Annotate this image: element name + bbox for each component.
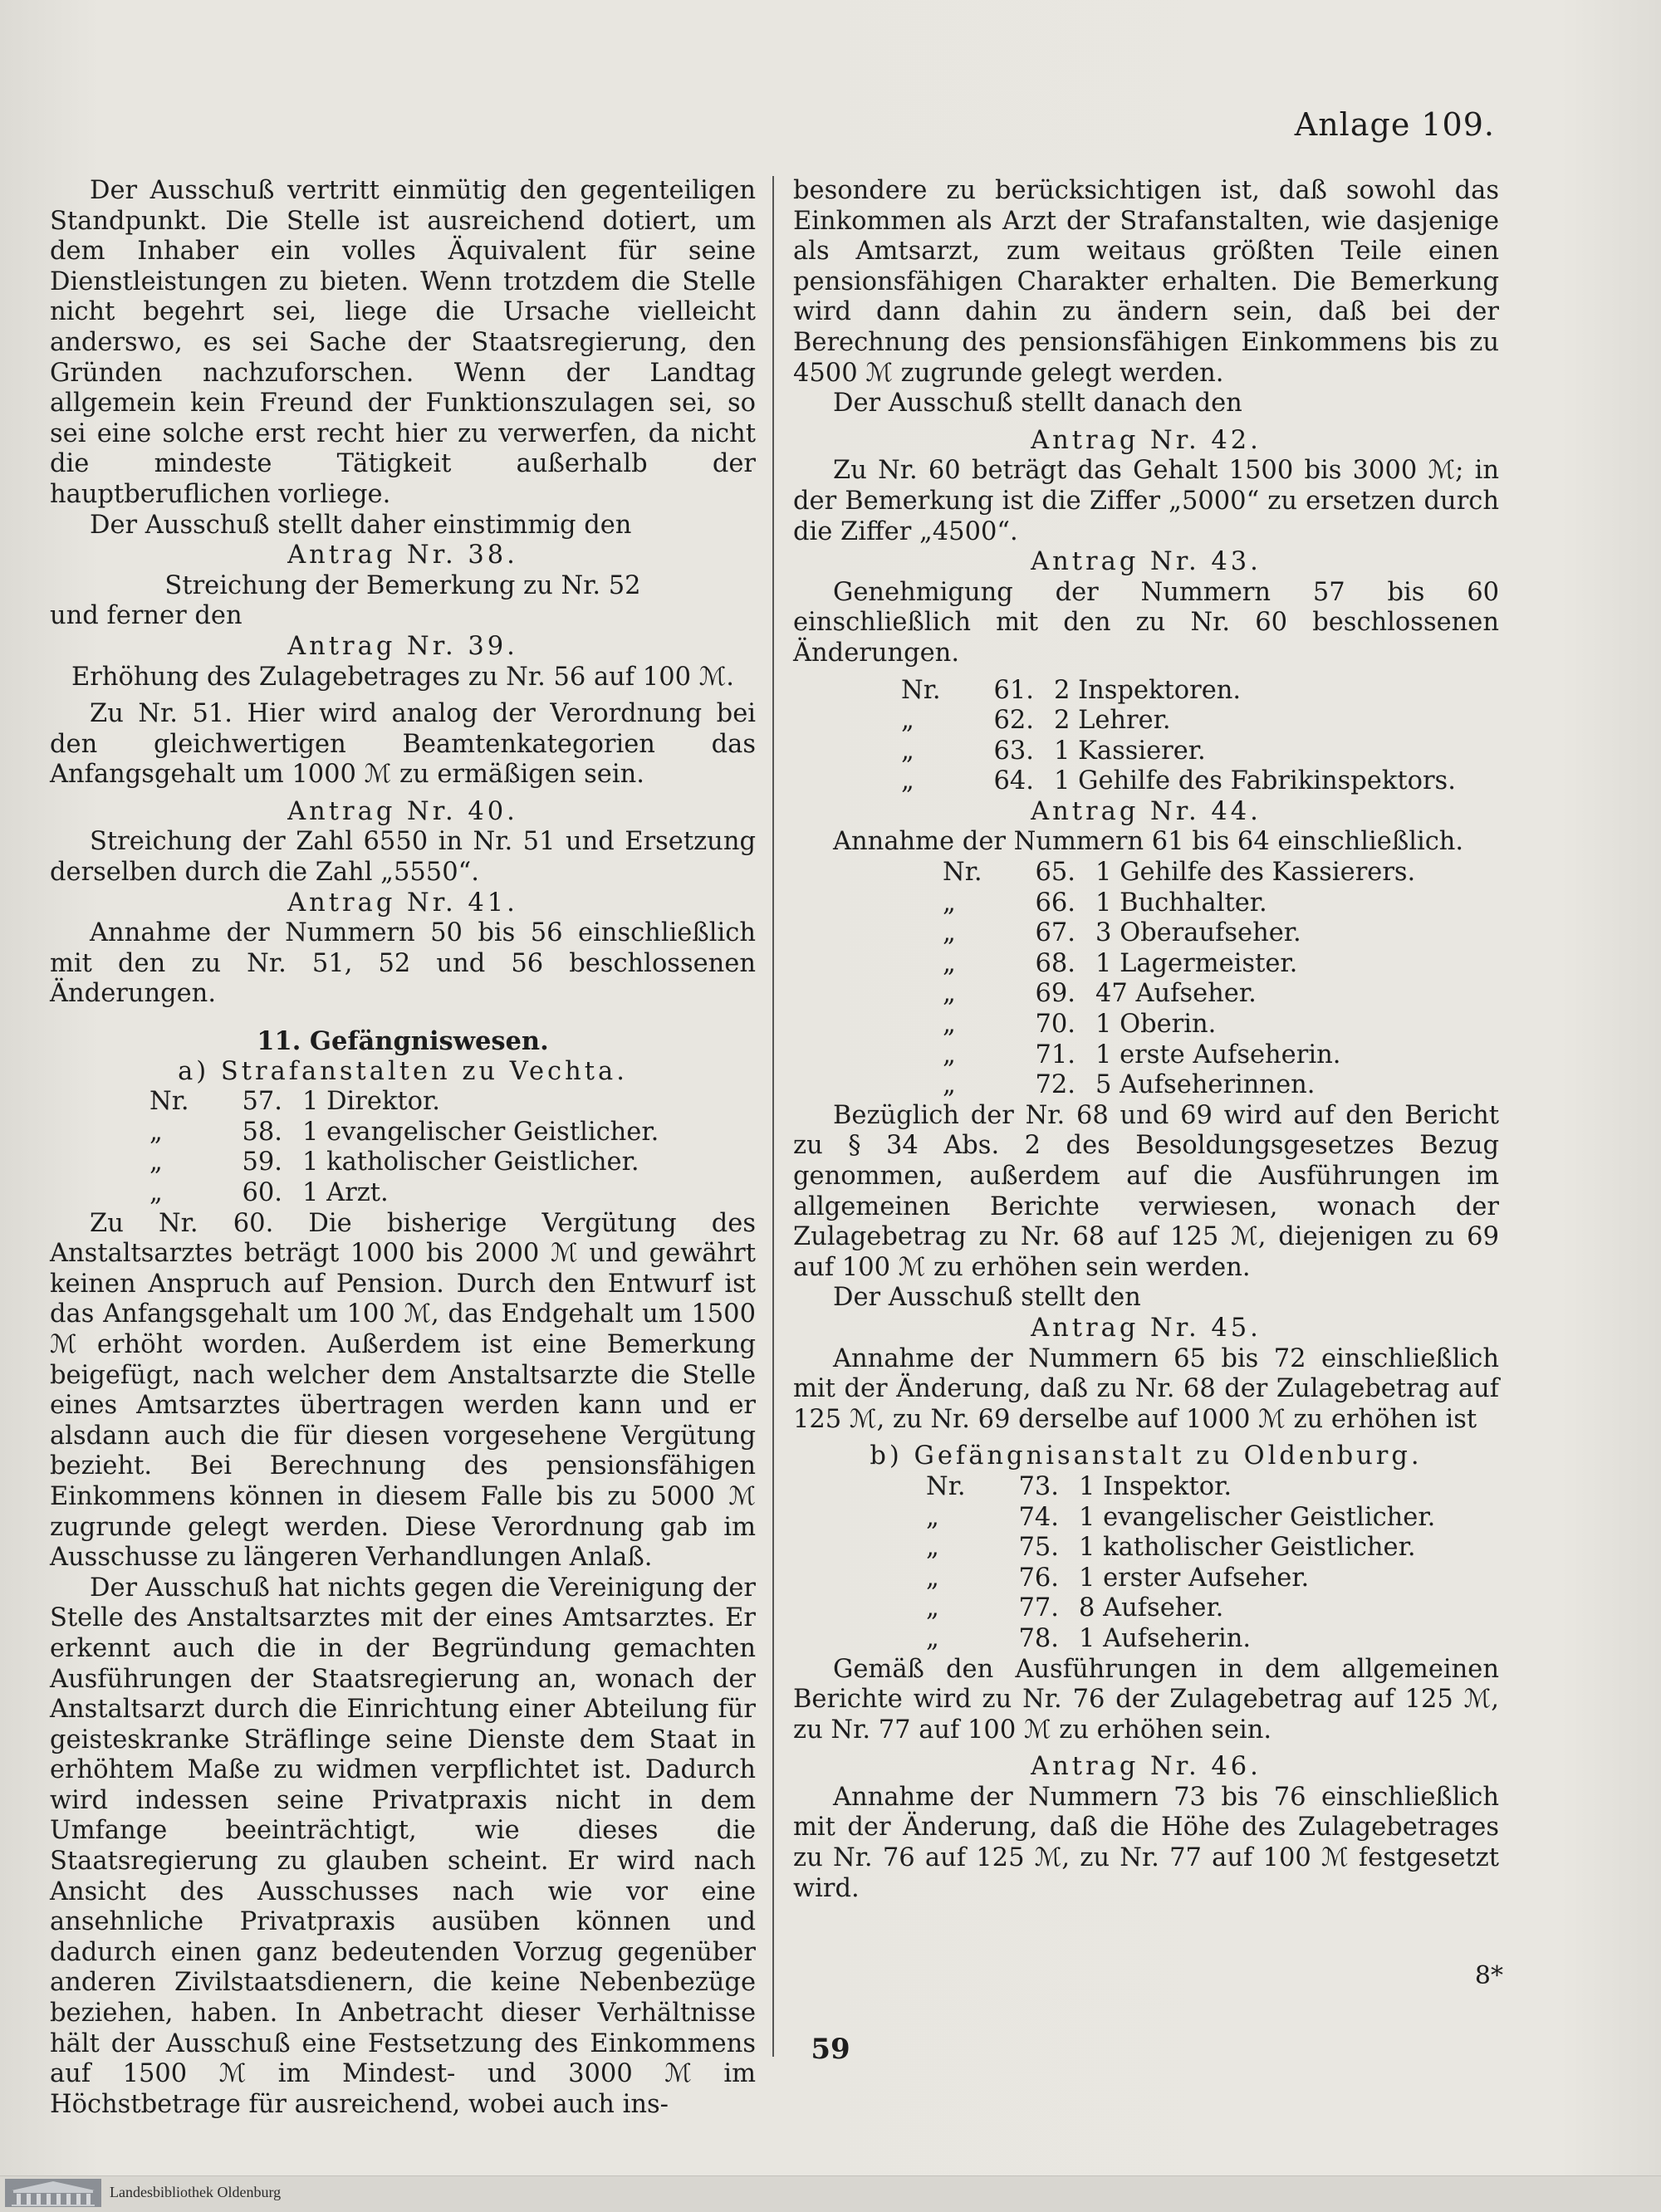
list-item: Nr. 61. 2 Inspektoren.: [901, 675, 1242, 705]
paragraph: Der Ausschuß stellt daher einstimmig den: [90, 510, 632, 540]
list-item: Nr. 73. 1 Inspektor.: [926, 1471, 1232, 1501]
list-item: „ 69. 47 Aufseher.: [943, 979, 1257, 1009]
paragraph: und ferner den: [50, 601, 243, 631]
library-logo-icon: [5, 2179, 101, 2207]
antrag-heading: Antrag Nr. 38.: [287, 541, 518, 570]
entry-list-2: [793, 858, 1499, 1101]
list-item: „ 75. 1 katholischer Geistlicher.: [926, 1533, 1416, 1563]
list-item: „ 72. 5 Aufseherinnen.: [943, 1070, 1316, 1100]
antrag-heading: Antrag Nr. 44.: [1031, 796, 1262, 826]
antrag-heading: Antrag Nr. 43.: [1031, 547, 1262, 577]
page-number: 59: [811, 2033, 850, 2066]
list-item: „ 58. 1 evangelischer Geistlicher.: [149, 1117, 659, 1147]
library-name: Landesbibliothek Oldenburg: [110, 2184, 282, 2200]
antrag-text: Streichung der Bemerkung zu Nr. 52: [164, 570, 641, 600]
entry-list-1: [793, 676, 1499, 797]
paragraph: Gemäß den Ausführungen in dem allgemeinen Berichte wird zu Nr. 76 der Zulagebetrag auf 125 ℳ, zu Nr. 77 auf 100 ℳ zu erhöhen sein.: [793, 1654, 1499, 1745]
list-item: „ 60. 1 Arzt.: [149, 1178, 389, 1207]
antrag-heading: Antrag Nr. 39.: [287, 631, 518, 661]
subsection-title: a) Strafanstalten zu Vechta.: [178, 1056, 628, 1086]
antrag-text: Annahme der Nummern 65 bis 72 einschließlich mit der Änderung, daß zu Nr. 68 der Zulagebetrag auf 125 ℳ, zu Nr. 69 derselbe auf 1000 ℳ zu erhöhen ist: [793, 1343, 1499, 1434]
antrag-text: Streichung der Zahl 6550 in Nr. 51 und Ersetzung derselben durch die Zahl „5550“.: [50, 827, 756, 888]
page-header: Anlage 109.: [1294, 106, 1495, 143]
paragraph: Bezüglich der Nr. 68 und 69 wird auf den Bericht zu § 34 Abs. 2 des Besoldungsgesetzes Bezug genommen, außerdem auf die Ausführungen im allgemeinen Berichte verwiesen, wonach der Zulagebetrag zu Nr. 68 auf 125 ℳ, diejenigen zu 69 auf 100 ℳ zu erhöhen sein werden.: [793, 1100, 1499, 1282]
list-item: „ 63. 1 Kassierer.: [901, 736, 1206, 766]
left-column: [50, 176, 756, 2120]
list-item: „ 77. 8 Aufseher.: [926, 1593, 1224, 1623]
paragraph: Der Ausschuß hat nichts gegen die Vereinigung der Stelle des Anstaltsarztes mit der eines Amtsarztes. Er erkennt auch die in der Begründung gemachten Ausführungen der Staatsregierung an, wonach der Anstaltsarzt durch die Einrichtung einer Abteilung für geisteskranke Sträflinge seine Dienste dem Staat in erhöhtem Maße zu widmen verpflichtet ist. Dadurch wird indessen seine Privatpraxis nicht in dem Umfange beeinträchtigt, wie dieses die Staatsregierung zu glauben scheint. Er wird nach Ansicht des Ausschusses nach wie vor eine ansehnliche Privatpraxis ausüben können und dadurch einen ganz bedeutenden Vorzug gegenüber anderen Zivilstaatsdienern, die keine Nebenbezüge beziehen, haben. In Anbetracht dieser Verhältnisse hält der Ausschuß eine Festsetzung des Einkommens auf 1500 ℳ im Mindest- und 3000 ℳ im Höchstbetrage für ausreichend, wobei auch ins-: [50, 1573, 756, 2119]
list-item: „ 59. 1 katholischer Geistlicher.: [149, 1148, 639, 1177]
list-item: „ 68. 1 Lagermeister.: [943, 948, 1298, 978]
subsection-title: b) Gefängnisanstalt zu Oldenburg.: [870, 1441, 1423, 1471]
paragraph: Zu Nr. 51. Hier wird analog der Verordnung bei den gleichwertigen Beamtenkategorien das Anfangsgehalt um 1000 ℳ zu ermäßigen sein.: [50, 699, 756, 790]
antrag-text: Annahme der Nummern 73 bis 76 einschließlich mit der Änderung, daß die Höhe des Zulagebetrages zu Nr. 76 auf 125 ℳ, zu Nr. 77 auf 100 ℳ festgesetzt wird.: [793, 1782, 1499, 1903]
list-item: „ 62. 2 Lehrer.: [901, 706, 1171, 736]
antrag-text: Annahme der Nummern 61 bis 64 einschließlich.: [833, 827, 1464, 857]
antrag-heading: Antrag Nr. 42.: [1031, 425, 1262, 455]
paragraph: Zu Nr. 60. Die bisherige Vergütung des Anstaltsarztes beträgt 1000 bis 2000 ℳ und gewährt keinen Anspruch auf Pension. Durch den Entwurf ist das Anfangsgehalt um 100 ℳ, das Endgehalt um 1500 ℳ erhöht worden. Außerdem ist eine Bemerkung beigefügt, nach welcher dem Anstaltsarzte die Stelle eines Amtsarztes übertragen werden kann und er alsdann auch die für diesen vorgesehene Vergütung bezieht. Bei Berechnung des pensionsfähigen Einkommens können in diesem Falle bis zu 5000 ℳ zugrunde gelegt werden. Diese Verordnung gab im Ausschusse zu längeren Verhandlungen Anlaß.: [50, 1208, 756, 1573]
list-item: „ 74. 1 evangelischer Geistlicher.: [926, 1502, 1436, 1532]
column-divider: [772, 176, 774, 2057]
antrag-heading: Antrag Nr. 45.: [1031, 1313, 1262, 1343]
antrag-heading: Antrag Nr. 46.: [1031, 1752, 1262, 1782]
paragraph: Der Ausschuß vertritt einmütig den gegenteiligen Standpunkt. Die Stelle ist ausreichend dotiert, um dem Inhaber ein volles Äquivalent für seine Dienstleistungen zu bieten. Wenn trotzdem die Stelle nicht begehrt sei, liege die Ursache vielleicht anderswo, es sei Sache der Staatsregierung, den Gründen nachzuforschen. Wenn der Landtag allgemein kein Freund der Funktionszulagen sei, so sei eine solche erst recht hier zu verwerfen, da nicht die mindeste Tätigkeit außerhalb der hauptberuflichen vorliege.: [50, 176, 756, 509]
paragraph: Der Ausschuß stellt danach den: [833, 389, 1242, 418]
antrag-heading: Antrag Nr. 41.: [287, 888, 518, 918]
antrag-text: Annahme der Nummern 50 bis 56 einschließlich mit den zu Nr. 51, 52 und 56 beschlossenen Änderungen.: [50, 918, 756, 1009]
paragraph: Der Ausschuß stellt den: [833, 1283, 1141, 1313]
signature-mark: 8*: [1474, 1961, 1503, 1990]
antrag-text: Erhöhung des Zulagebetrages zu Nr. 56 auf 100 ℳ.: [71, 662, 735, 692]
antrag-text: Genehmigung der Nummern 57 bis 60 einschließlich mit den zu Nr. 60 beschlossenen Änderungen.: [793, 577, 1499, 668]
paragraph: besondere zu berücksichtigen ist, daß sowohl das Einkommen als Arzt der Strafanstalten, wie dasjenige als Amtsarzt, zum weitaus größten Teile einen pensionsfähigen Charakter erhalten. Die Bemerkung wird dann dahin zu ändern sein, daß bei der Berechnung des pensionsfähigen Einkommens bis zu 4500 ℳ zugrunde gelegt werden.: [793, 176, 1499, 388]
section-title: 11. Gefängniswesen.: [257, 1026, 549, 1057]
list-item: „ 76. 1 erster Aufseher.: [926, 1563, 1310, 1593]
entry-list-a: [50, 1087, 756, 1208]
list-item: Nr. 65. 1 Gehilfe des Kassierers.: [943, 858, 1416, 888]
entry-list-3: [793, 1472, 1499, 1655]
list-item: „ 66. 1 Buchhalter.: [943, 888, 1267, 918]
list-item: Nr. 57. 1 Direktor.: [149, 1087, 440, 1117]
antrag-text: Zu Nr. 60 beträgt das Gehalt 1500 bis 3000 ℳ; in der Bemerkung ist die Ziffer „5000“ zu ersetzen durch die Ziffer „4500“.: [793, 456, 1499, 546]
list-item: „ 70. 1 Oberin.: [943, 1010, 1217, 1040]
list-item: „ 78. 1 Aufseherin.: [926, 1623, 1252, 1653]
right-column: [793, 176, 1499, 1904]
list-item: „ 71. 1 erste Aufseherin.: [943, 1040, 1341, 1069]
list-item: „ 64. 1 Gehilfe des Fabrikinspektors.: [901, 766, 1456, 796]
antrag-heading: Antrag Nr. 40.: [287, 796, 518, 826]
list-item: „ 67. 3 Oberaufseher.: [943, 918, 1301, 948]
